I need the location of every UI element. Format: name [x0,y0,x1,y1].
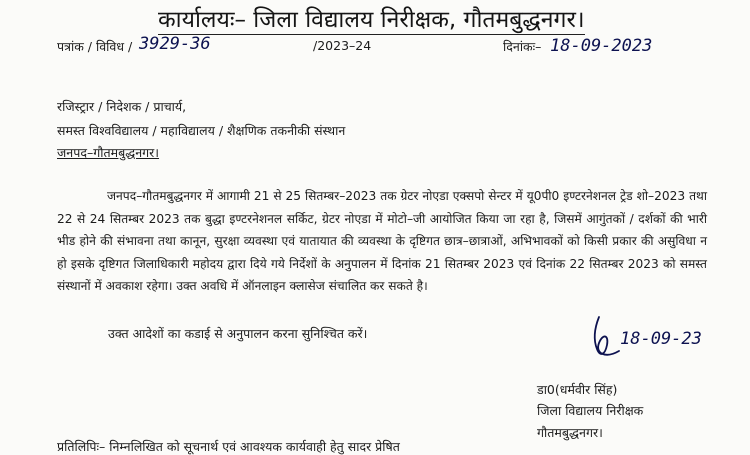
ref-number: 3929-36 [139,34,211,54]
office-title-text: कार्यालयः– जिला विद्यालय निरीक्षक, गौतमबुद्धनगर। [158,7,585,33]
title-underline [158,34,585,36]
ref-year: /2023–24 [313,38,372,53]
address-line-3: जनपद–गौतमबुद्धनगर। [57,145,160,160]
compliance-line: उक्त आदेशों का कडाई से अनुपालन करना सुनिश्चित करें। [108,326,368,341]
date-value: 18-09-2023 [550,36,653,56]
office-title [158,2,585,34]
signatory-designation: जिला विद्यालय निरीक्षक [537,403,644,418]
address-line-2: समस्त विश्वविद्यालय / महाविद्यालय / शैक्षणिक तकनीकी संस्थान [57,123,346,138]
signatory-location: गौतमबुद्धनगर। [537,425,603,440]
address-line-1: रजिस्ट्रार / निदेशक / प्राचार्य, [57,99,187,114]
ref-label: पत्रांक / विविध / [57,39,133,54]
copy-to-line: प्रतिलिपिः– निम्नलिखित को सूचनार्थ एवं आवश्यक कार्यवाही हेतु सादर प्रेषित [57,439,400,454]
body-paragraph: जनपद–गौतमबुद्धनगर में आगामी 21 से 25 सितम्बर–2023 तक ग्रेटर नोएडा एक्सपो सेन्टर में यू0पी0 इण्टरनेशनल ट्रेड शो–2023 तथा 22 से 24 सितम्बर 2023 तक बुद्धा इण्टरनेशनल सर्किट, ग्रेटर नोएडा में मोटो–जी आयोजित किया जा रहा है, जिसमें आगुंतकों / दर्शकों की भारी भीड होने की संभावना तथा कानून, सुरक्षा व्यवस्था एवं यातायात की व्यवस्था के दृष्टिगत छात्र–छात्राओं, अभिभावकों को किसी प्रकार की असुविधा न हो इसके दृष्टिगत जिलाधिकारी महोदय द्वारा दिये गये निर्देशों के अनुपालन में दिनांक 21 सितम्बर 2023 एवं दिनांक 22 सितम्बर 2023 को समस्त संस्थानों में अवकाश रहेगा। उक्त अवधि में ऑनलाइन क्लासेज संचालित कर सकते है। [57,189,707,294]
signatory-name: डा0(धर्मवीर सिंह) [537,382,618,397]
date-label: दिनांकः– [503,39,542,54]
signature-date: 18-09-23 [620,329,702,349]
